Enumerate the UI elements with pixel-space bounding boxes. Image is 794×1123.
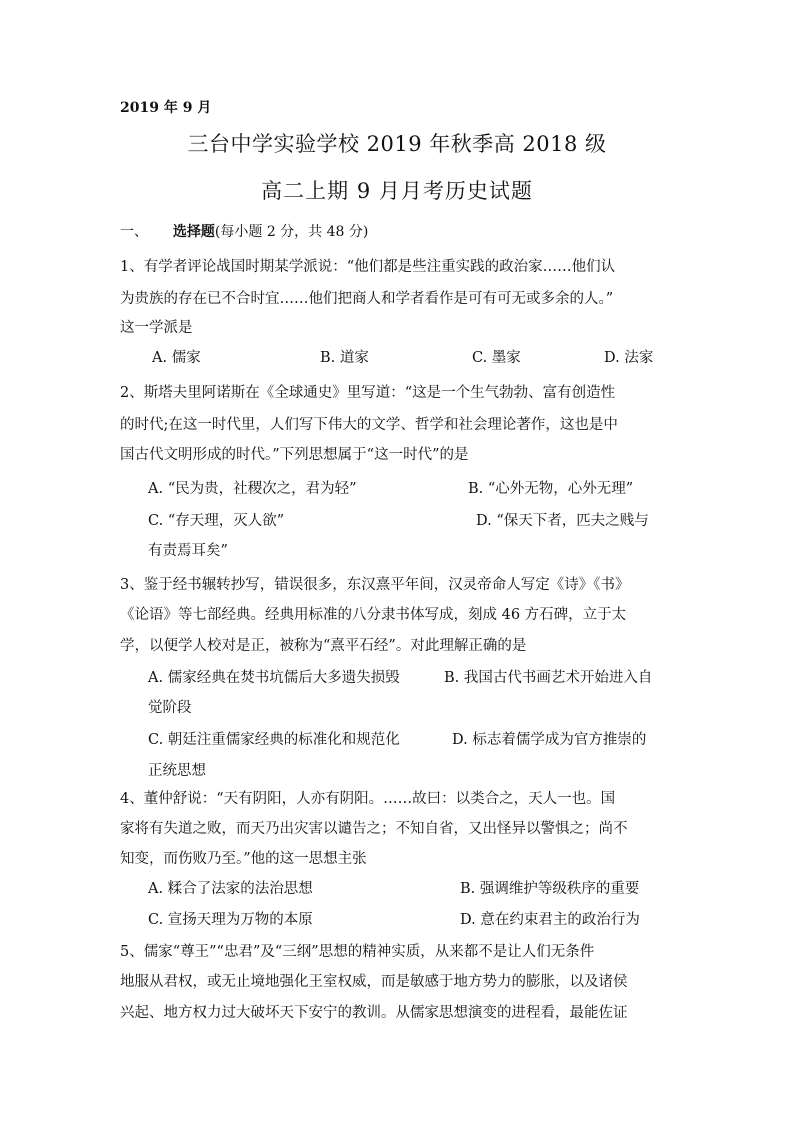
question-5-line-2: 地服从君权，或无止境地强化王室权威，而是敏感于地方势力的膨胀，以及诸侯	[120, 974, 628, 990]
question-4-line-2: 家将有失道之败，而天乃出灾害以谴告之；不知自省，又出怪异以警惧之；尚不	[120, 821, 628, 837]
question-2-line-2: 的时代;在这一时代里，人们写下伟大的文学、哲学和社会理论著作，这也是中	[120, 417, 618, 433]
question-3-line-3: 学，以便学人校对是正，被称为“熹平石经”。对此理解正确的是	[120, 638, 527, 654]
question-5-line-1: 5、儒家“尊王”“忠君”及“三纲”思想的精神实质，从来都不是让人们无条件	[120, 944, 595, 960]
question-2-option-d: D. “保天下者，匹夫之贱与	[476, 513, 649, 529]
question-3-option-b: B. 我国古代书画艺术开始进入自	[444, 670, 653, 686]
question-4-option-c: C. 宣扬天理为万物的本原	[148, 912, 313, 928]
question-1-line-3: 这一学派是	[120, 320, 193, 336]
section-heading	[120, 221, 368, 241]
question-1-option-c: C. 墨家	[472, 350, 521, 366]
question-4-line-3: 知变，而伤败乃至。”他的这一思想主张	[120, 851, 367, 867]
question-4-option-b: B. 强调维护等级秩序的重要	[460, 881, 640, 897]
question-4-option-a: A. 糅合了法家的法治思想	[148, 881, 313, 897]
question-5-line-3: 兴起、地方权力过大破坏天下安宁的教训。从儒家思想演变的进程看，最能佐证	[120, 1005, 628, 1021]
question-1-line-1: 1、有学者评论战国时期某学派说：“他们都是些注重实践的政治家……他们认	[120, 259, 616, 275]
question-1-option-b: B. 道家	[320, 350, 369, 366]
exam-title-line1: 三台中学实验学校 2019 年秋季高 2018 级	[187, 132, 607, 156]
question-1-line-2: 为贵族的存在已不合时宜……他们把商人和学者看作是可有可无或多余的人。”	[120, 291, 614, 307]
question-2-option-d-continued: 有责焉耳矣”	[148, 543, 228, 559]
question-3-line-1: 3、鉴于经书辗转抄写，错误很多，东汉熹平年间，汉灵帝命人写定《诗》《书》	[120, 577, 630, 593]
question-4-option-d: D. 意在约束君主的政治行为	[460, 912, 640, 928]
question-1-option-d: D. 法家	[604, 350, 654, 366]
question-2-option-b: B. “心外无物，心外无理”	[468, 481, 634, 497]
question-2-option-a: A. “民为贵，社稷次之，君为轻”	[148, 481, 357, 497]
question-2-line-3: 国古代文明形成的时代。”下列思想属于“这一时代”的是	[120, 447, 469, 463]
question-3-option-b-continued: 觉阶段	[148, 700, 192, 716]
question-3-option-d: D. 标志着儒学成为官方推崇的	[452, 732, 647, 748]
section-name: 选择题	[172, 224, 215, 240]
exam-title-line2: 高二上期 9 月月考历史试题	[261, 179, 533, 203]
question-3-option-a: A. 儒家经典在焚书坑儒后大多遗失损毁	[148, 670, 400, 686]
question-1-option-a: A. 儒家	[152, 350, 201, 366]
section-number: 一、	[120, 224, 148, 240]
question-2-line-1: 2、斯塔夫里阿诺斯在《全球通史》里写道：“这是一个生气勃勃、富有创造性	[120, 385, 616, 401]
section-note: (每小题 2 分，共 48 分)	[214, 224, 369, 240]
question-3-option-d-continued: 正统思想	[148, 763, 206, 779]
question-3-option-c: C. 朝廷注重儒家经典的标准化和规范化	[148, 732, 400, 748]
exam-date: 2019 年 9 月	[120, 100, 212, 116]
question-3-line-2: 《论语》等七部经典。经典用标准的八分隶书体写成，刻成 46 方石碑，立于太	[120, 607, 627, 623]
question-2-option-c: C. “存天理，灭人欲”	[148, 513, 285, 529]
question-4-line-1: 4、董仲舒说：“天有阴阳，人亦有阴阳。……故曰：以类合之，天人一也。国	[120, 791, 616, 807]
